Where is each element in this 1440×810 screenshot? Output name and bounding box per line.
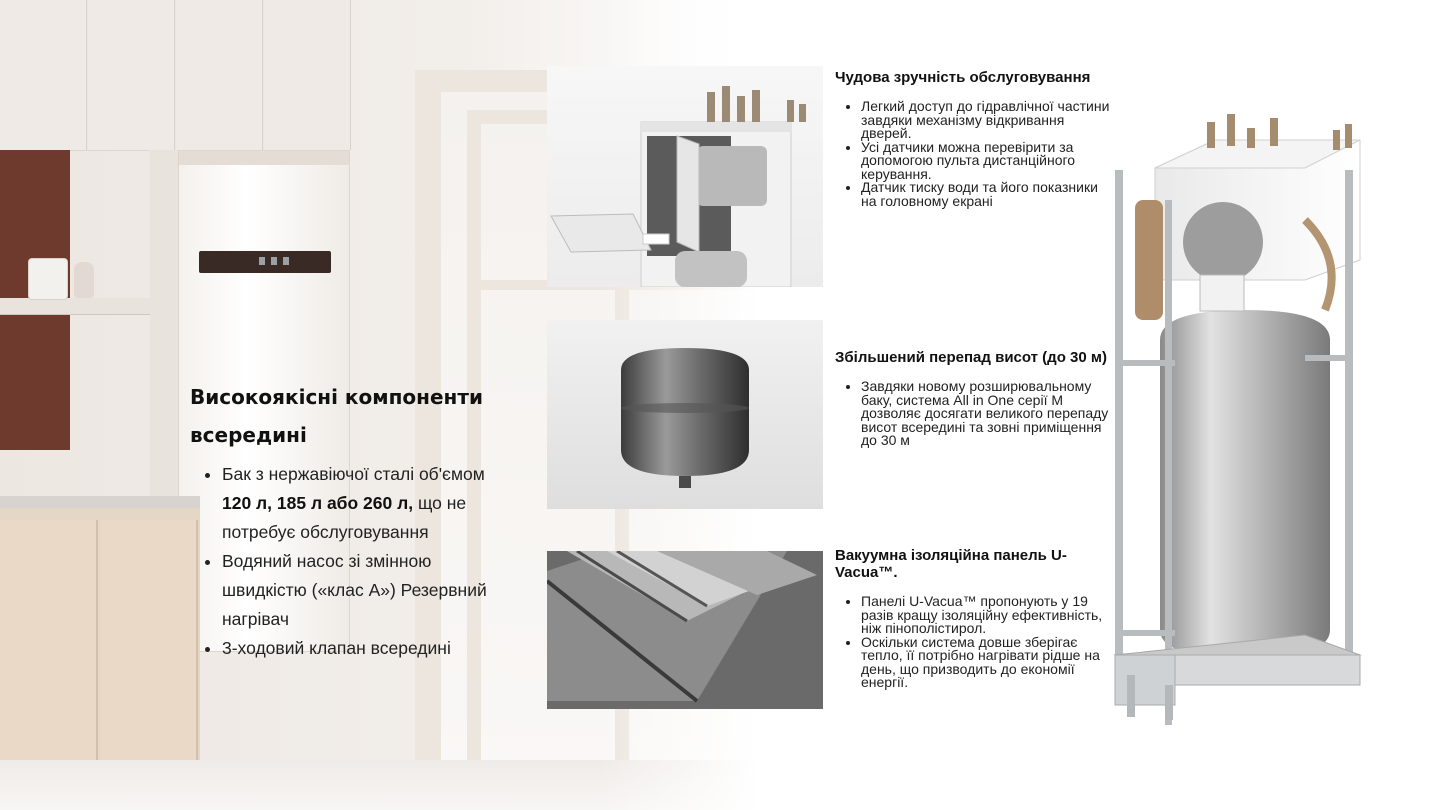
feature-bullets xyxy=(835,380,1115,448)
expansion-tank-photo xyxy=(547,320,823,509)
control-panel xyxy=(199,251,331,273)
wall-shelf xyxy=(0,298,150,315)
open-unit-door-photo xyxy=(547,66,823,287)
vase xyxy=(74,262,94,298)
list-item: • Датчик тиску води та його показники на головному екрані xyxy=(861,181,1115,208)
feature-title: Збільшений перепад висот (до 30 м) xyxy=(835,349,1107,366)
list-item: • 3-ходовий клапан всередині xyxy=(222,634,500,663)
list-item: • Бак з нержавіючої сталі об'ємом 120 л, 185 л або 260 л, що не потребує обслуговування xyxy=(222,460,500,547)
list-item: • Легкий доступ до гідравлічної частини завдяки механізму відкривання дверей. xyxy=(861,100,1115,141)
countertop xyxy=(0,496,200,508)
upper-cabinets xyxy=(0,0,350,151)
list-item: • Водяний насос зі змінною швидкістю («клас А») Резервний нагрівач xyxy=(222,547,500,634)
feature-bullets xyxy=(835,595,1115,690)
vacuum-insulation-panels-photo xyxy=(547,551,823,709)
feature-service-convenience xyxy=(835,69,1115,208)
components-heading: Високоякісні компоненти всередині xyxy=(190,385,483,447)
list-item: • Завдяки новому розширювальному баку, система All in One серії M дозволяє досягати великого перепаду висот всередині та зовні приміщення до 30 м xyxy=(861,380,1115,448)
list-item: • Панелі U-Vacua™ пропонують у 19 разів кращу ізоляційну ефективність, ніж пінополістирол. xyxy=(861,595,1115,636)
feature-bullets xyxy=(835,100,1115,208)
list-item: • Оскільки система довше зберігає тепло, її потрібно нагрівати рідше на день, що призводить до економії енергії. xyxy=(861,636,1115,690)
utensil-jar xyxy=(28,258,68,300)
all-in-one-unit-frame-photo xyxy=(1105,110,1375,725)
components-list xyxy=(190,460,500,663)
feature-title: Вакуумна ізоляційна панель U-Vacua™. xyxy=(835,547,1067,581)
list-item: • Усі датчики можна перевірити за допомогою пульта дистанційного керування. xyxy=(861,141,1115,182)
feature-height-difference xyxy=(835,349,1115,448)
left-content xyxy=(190,378,500,663)
feature-title: Чудова зручність обслуговування xyxy=(835,69,1091,86)
feature-vacuum-insulation xyxy=(835,547,1115,690)
